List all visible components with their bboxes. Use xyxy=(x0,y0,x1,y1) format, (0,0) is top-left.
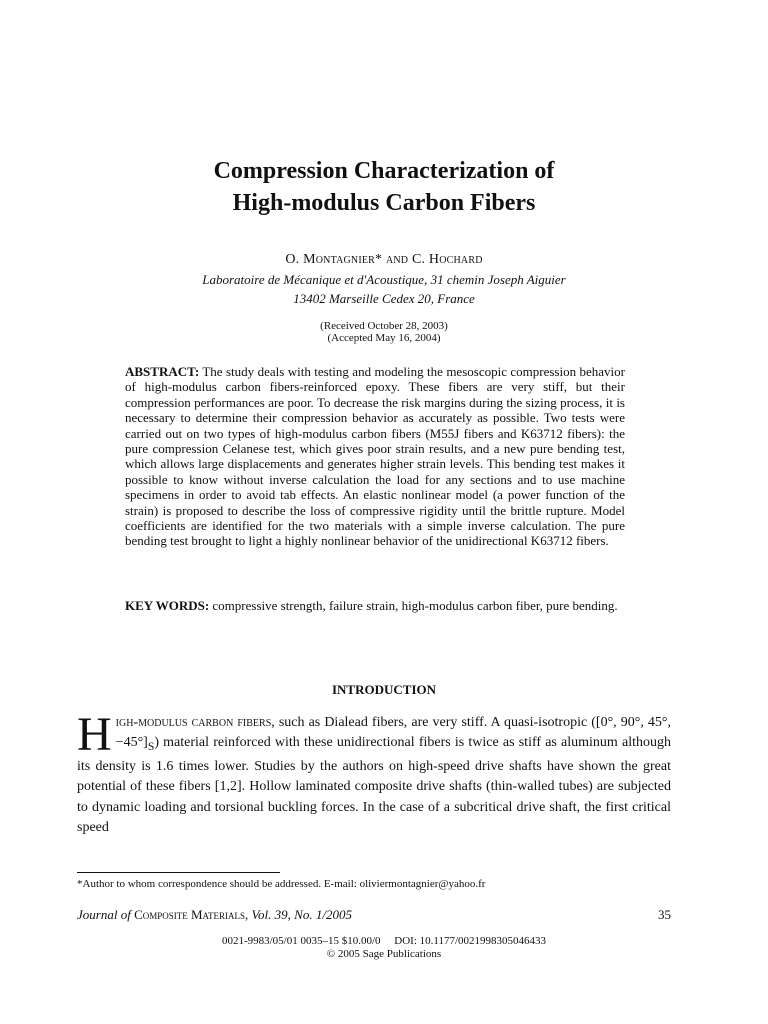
footnote-rule xyxy=(77,872,280,873)
section-heading-introduction: INTRODUCTION xyxy=(331,682,436,697)
title-line-2: High-modulus Carbon Fibers xyxy=(232,190,536,216)
keywords-text: compressive strength, failure strain, high-modulus carbon fiber, pure bending. xyxy=(212,598,618,613)
affiliation xyxy=(0,270,768,308)
lead-in: igh-modulus carbon fibers, xyxy=(115,715,275,730)
abstract xyxy=(125,364,625,549)
keywords-label: KEY WORDS: xyxy=(125,598,210,613)
copyright: © 2005 Sage Publications xyxy=(326,948,442,960)
abstract-label: ABSTRACT: xyxy=(125,364,200,379)
drop-cap: H xyxy=(77,708,112,761)
accepted-date: (Accepted May 16, 2004) xyxy=(327,332,441,344)
author-line: O. Montagnier* and C. Hochard xyxy=(285,252,483,267)
footnote: *Author to whom correspondence should be addressed. E-mail: oliviermontagnier@yahoo.fr xyxy=(77,878,486,890)
title-line-1: Compression Characterization of xyxy=(213,158,555,184)
introduction-paragraph: High-modulus carbon fibers, such as Dialead fibers, are very stiff. A quasi-isotropic ([0°, 90°, 45°, $-45^\circ]_S$) material reinforced with these unidirectional fibers is twice as stiff as aluminum although its density is 1.6 times lower. Studies by the authors on high-speed drive shafts have shown the great potential of these fibers [1,2]. Hollow laminated composite drive shafts (thin-walled tubes) are subjected to dynamic loading and torsional buckling forces. In the case of a subcritical drive shaft, the first critical speed xyxy=(77,708,672,835)
author-1-name: Montagnier* xyxy=(303,252,383,267)
journal-name: Composite Materials, xyxy=(134,907,249,922)
journal-citation: Journal of Composite Materials, Vol. 39, No. 1/2005 xyxy=(77,907,352,922)
abstract-text: The study deals with testing and modeling the mesoscopic compression behavior of high-modulus carbon fibers-reinforced epoxy. These fibers are very stiff, but their compression performances are poor. To decrease the risk margins during the sizing process, it is necessary to determine their compression behavior as accurately as possible. Two tests were carried out on two types of high-modulus carbon fibers (M55J fibers and K63712 fibers): the pure compression Celanese test, which gives poor strain results, and a new pure bending test, which allows large displacements and generates higher strain levels. This bending test makes it possible to know without inverse calculation the load for any sections and to use machine specimens in order to avoid tab effects. An elastic nonlinear model (a power function of the strain) is proposed to describe the loss of compressive rigidity until the brittle rupture. Model coefficients are identified for the two materials with a simple inverse calculation. The pure bending test brought to light a highly nonlinear behavior of the unidirectional K63712 fibers. xyxy=(125,364,625,549)
journal-volume: Vol. 39, No. 1/2005 xyxy=(251,907,352,922)
imprint-codes: 0021-9983/05/01 0035–15 $10.00/0 DOI: 10.1177/0021998305046433 xyxy=(221,935,547,947)
affiliation-line-1: Laboratoire de Mécanique et d'Acoustique, 31 chemin Joseph Aiguier xyxy=(202,272,566,287)
page-number: 35 xyxy=(658,907,671,922)
received-date: (Received October 28, 2003) xyxy=(320,320,448,332)
paper-title xyxy=(0,155,768,219)
affiliation-line-2: 13402 Marseille Cedex 20, France xyxy=(293,291,475,306)
keywords xyxy=(125,598,625,614)
received-dates xyxy=(0,320,768,344)
author-2-name: Hochard xyxy=(428,252,483,267)
imprint xyxy=(0,935,768,961)
